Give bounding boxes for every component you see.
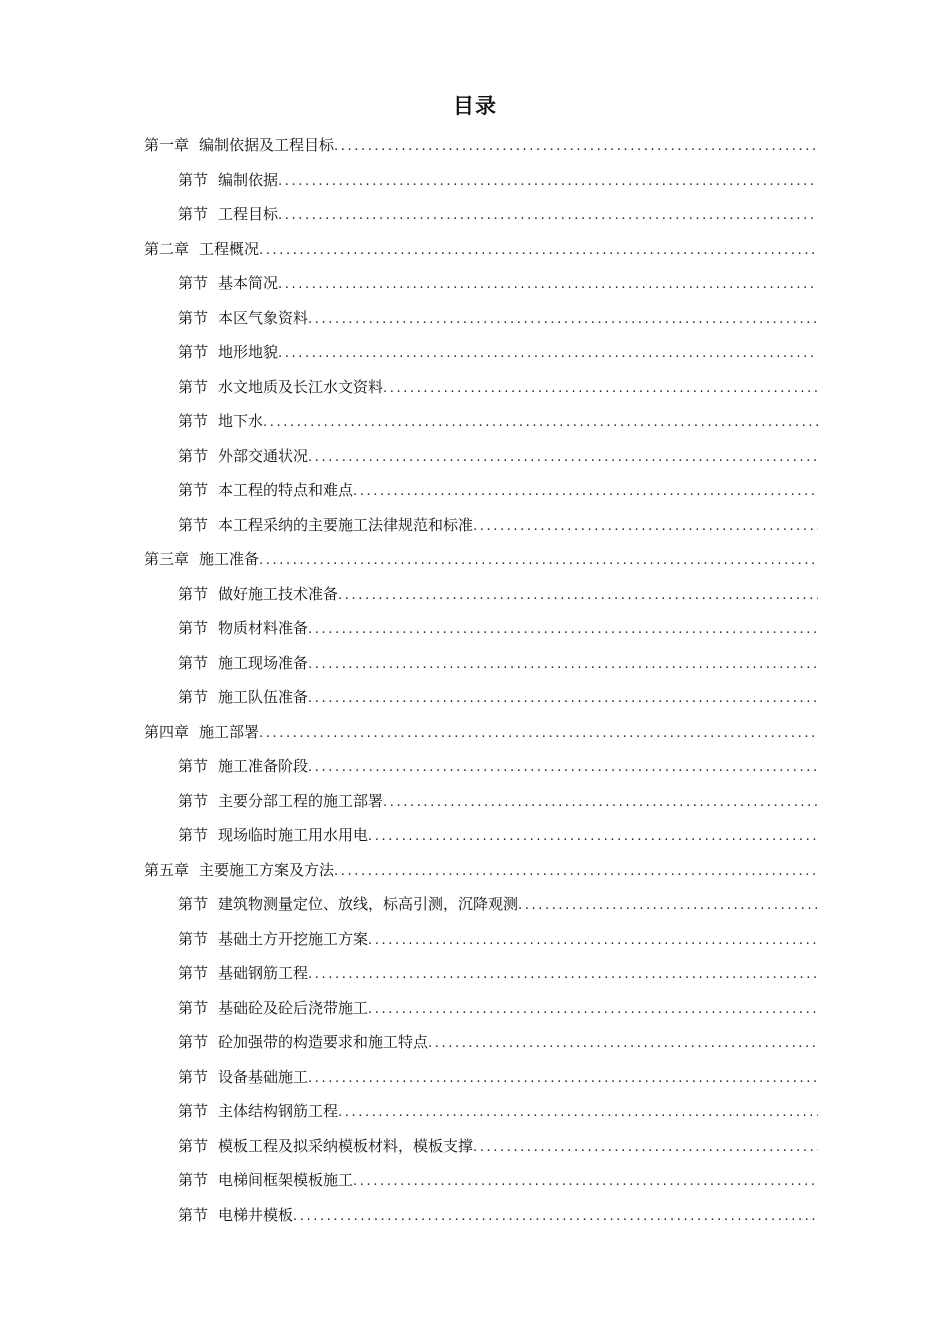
toc-entry-title: 主体结构钢筋工程 (218, 1102, 339, 1120)
toc-entry-title: 建筑物测量定位、放线，标高引测，沉降观测 (218, 895, 519, 913)
toc-entry-title: 施工准备 (199, 550, 260, 568)
toc-entry-number: 第四章 (144, 722, 190, 741)
toc-entry-title: 电梯间框架模板施工 (218, 1171, 354, 1189)
toc-entry-title: 设备基础施工 (218, 1067, 309, 1086)
toc-dot-leader (278, 337, 818, 370)
toc-section-entry[interactable] (144, 1094, 818, 1129)
toc-entry-number: 第节 (178, 446, 209, 465)
toc-entry-number: 第节 (178, 170, 209, 189)
toc-dot-leader (308, 303, 818, 336)
toc-entry-number: 第二章 (144, 239, 190, 258)
toc-dot-leader (473, 510, 818, 543)
toc-entry-number: 第节 (178, 205, 209, 223)
toc-section-entry[interactable] (144, 887, 818, 922)
toc-dot-leader (518, 889, 818, 922)
toc-entry-title: 施工队伍准备 (218, 688, 309, 706)
toc-section-entry[interactable] (144, 404, 818, 439)
toc-section-entry[interactable] (144, 439, 818, 474)
toc-entry-title: 基本简况 (218, 274, 279, 292)
toc-chapter-entry[interactable] (144, 853, 818, 888)
toc-entry-number: 第节 (178, 1171, 209, 1189)
toc-dot-leader (353, 475, 818, 508)
toc-entry-number: 第节 (178, 757, 209, 775)
toc-entry-title: 基础砼及砼后浇带施工 (218, 998, 369, 1017)
toc-section-entry[interactable] (144, 1163, 818, 1198)
toc-entry-title: 模板工程及拟采纳模板材料，模板支撑 (218, 1136, 474, 1155)
toc-entry-title: 地形地貌 (218, 343, 279, 361)
toc-dot-leader (368, 924, 818, 957)
toc-entry-title: 做好施工技术准备 (218, 584, 339, 603)
toc-entry-title: 物质材料准备 (218, 619, 309, 637)
toc-entry-title: 基础钢筋工程 (218, 964, 309, 982)
toc-section-entry[interactable] (144, 266, 818, 301)
toc-entry-number: 第节 (178, 998, 209, 1017)
toc-section-entry[interactable] (144, 508, 818, 543)
toc-entry-title: 编制依据 (218, 170, 279, 189)
toc-entry-title: 地下水 (218, 412, 264, 430)
toc-section-entry[interactable] (144, 611, 818, 646)
toc-entry-title: 本工程的特点和难点 (218, 481, 354, 499)
toc-entry-title: 编制依据及工程目标 (199, 136, 335, 154)
toc-section-entry[interactable] (144, 1129, 818, 1164)
toc-section-entry[interactable] (144, 646, 818, 681)
toc-dot-leader (278, 268, 818, 301)
toc-dot-leader (259, 544, 818, 577)
toc-list (144, 128, 818, 1232)
toc-section-entry[interactable] (144, 301, 818, 336)
toc-entry-title: 施工现场准备 (218, 653, 309, 672)
toc-entry-number: 第一章 (144, 136, 190, 154)
toc-section-entry[interactable] (144, 577, 818, 612)
toc-entry-title: 电梯井模板 (218, 1205, 294, 1224)
toc-entry-title: 外部交通状况 (218, 446, 309, 465)
toc-entry-number: 第节 (178, 1067, 209, 1086)
toc-entry-number: 第节 (178, 929, 209, 948)
toc-entry-number: 第三章 (144, 550, 190, 568)
toc-dot-leader (428, 1027, 818, 1060)
toc-entry-number: 第节 (178, 274, 209, 292)
toc-dot-leader (473, 1131, 818, 1164)
toc-entry-title: 工程概况 (199, 239, 260, 258)
toc-dot-leader (308, 648, 818, 681)
toc-dot-leader (334, 855, 818, 888)
toc-dot-leader (308, 1062, 818, 1095)
toc-section-entry[interactable] (144, 922, 818, 957)
toc-entry-number: 第节 (178, 1136, 209, 1155)
toc-entry-number: 第节 (178, 826, 209, 844)
toc-section-entry[interactable] (144, 197, 818, 232)
toc-dot-leader (278, 165, 818, 198)
toc-entry-number: 第节 (178, 481, 209, 499)
toc-dot-leader (338, 1096, 818, 1129)
toc-entry-number: 第节 (178, 1033, 209, 1051)
toc-title: 目录 (453, 94, 497, 118)
toc-dot-leader (383, 372, 818, 405)
toc-entry-number: 第节 (178, 653, 209, 672)
toc-section-entry[interactable] (144, 1198, 818, 1233)
toc-entry-number: 第节 (178, 619, 209, 637)
toc-entry-number: 第节 (178, 964, 209, 982)
toc-entry-title: 施工部署 (199, 722, 260, 741)
toc-entry-number: 第节 (178, 584, 209, 603)
toc-dot-leader (278, 199, 818, 232)
toc-dot-leader (308, 682, 818, 715)
toc-section-entry[interactable] (144, 1060, 818, 1095)
toc-entry-number: 第节 (178, 343, 209, 361)
toc-section-entry[interactable] (144, 335, 818, 370)
toc-dot-leader (263, 406, 818, 439)
toc-section-entry[interactable] (144, 991, 818, 1026)
toc-dot-leader (308, 613, 818, 646)
toc-dot-leader (308, 441, 818, 474)
toc-section-entry[interactable] (144, 473, 818, 508)
toc-dot-leader (338, 579, 818, 612)
toc-entry-title: 主要施工方案及方法 (199, 860, 335, 879)
toc-entry-number: 第五章 (144, 860, 190, 879)
toc-dot-leader (259, 717, 818, 750)
toc-chapter-entry[interactable] (144, 232, 818, 267)
toc-dot-leader (308, 958, 818, 991)
toc-entry-number: 第节 (178, 308, 209, 327)
toc-chapter-entry[interactable] (144, 715, 818, 750)
toc-section-entry[interactable] (144, 370, 818, 405)
toc-chapter-entry[interactable] (144, 542, 818, 577)
toc-entry-title: 施工准备阶段 (218, 757, 309, 775)
toc-dot-leader (259, 234, 818, 267)
toc-entry-title: 主要分部工程的施工部署 (218, 791, 384, 810)
toc-entry-title: 现场临时施工用水用电 (218, 826, 369, 844)
toc-dot-leader (353, 1165, 818, 1198)
toc-entry-title: 砼加强带的构造要求和施工特点 (218, 1033, 429, 1051)
toc-section-entry[interactable] (144, 749, 818, 784)
toc-entry-number: 第节 (178, 895, 209, 913)
toc-chapter-entry[interactable] (144, 128, 818, 163)
toc-entry-number: 第节 (178, 377, 209, 396)
toc-dot-leader (383, 786, 818, 819)
toc-section-entry[interactable] (144, 163, 818, 198)
toc-section-entry[interactable] (144, 784, 818, 819)
toc-dot-leader (368, 993, 818, 1026)
toc-section-entry[interactable] (144, 956, 818, 991)
toc-section-entry[interactable] (144, 818, 818, 853)
toc-section-entry[interactable] (144, 1025, 818, 1060)
toc-dot-leader (293, 1200, 818, 1233)
toc-entry-number: 第节 (178, 688, 209, 706)
toc-entry-title: 水文地质及长江水文资料 (218, 377, 384, 396)
toc-dot-leader (308, 751, 818, 784)
toc-entry-title: 工程目标 (218, 205, 279, 223)
toc-entry-number: 第节 (178, 515, 209, 534)
toc-section-entry[interactable] (144, 680, 818, 715)
toc-dot-leader (368, 820, 818, 853)
toc-dot-leader (334, 130, 818, 163)
toc-entry-title: 本区气象资料 (218, 308, 309, 327)
toc-entry-title: 基础土方开挖施工方案 (218, 929, 369, 948)
toc-entry-title: 本工程采纳的主要施工法律规范和标准 (218, 515, 474, 534)
toc-entry-number: 第节 (178, 1205, 209, 1224)
toc-entry-number: 第节 (178, 791, 209, 810)
toc-entry-number: 第节 (178, 412, 209, 430)
toc-entry-number: 第节 (178, 1102, 209, 1120)
